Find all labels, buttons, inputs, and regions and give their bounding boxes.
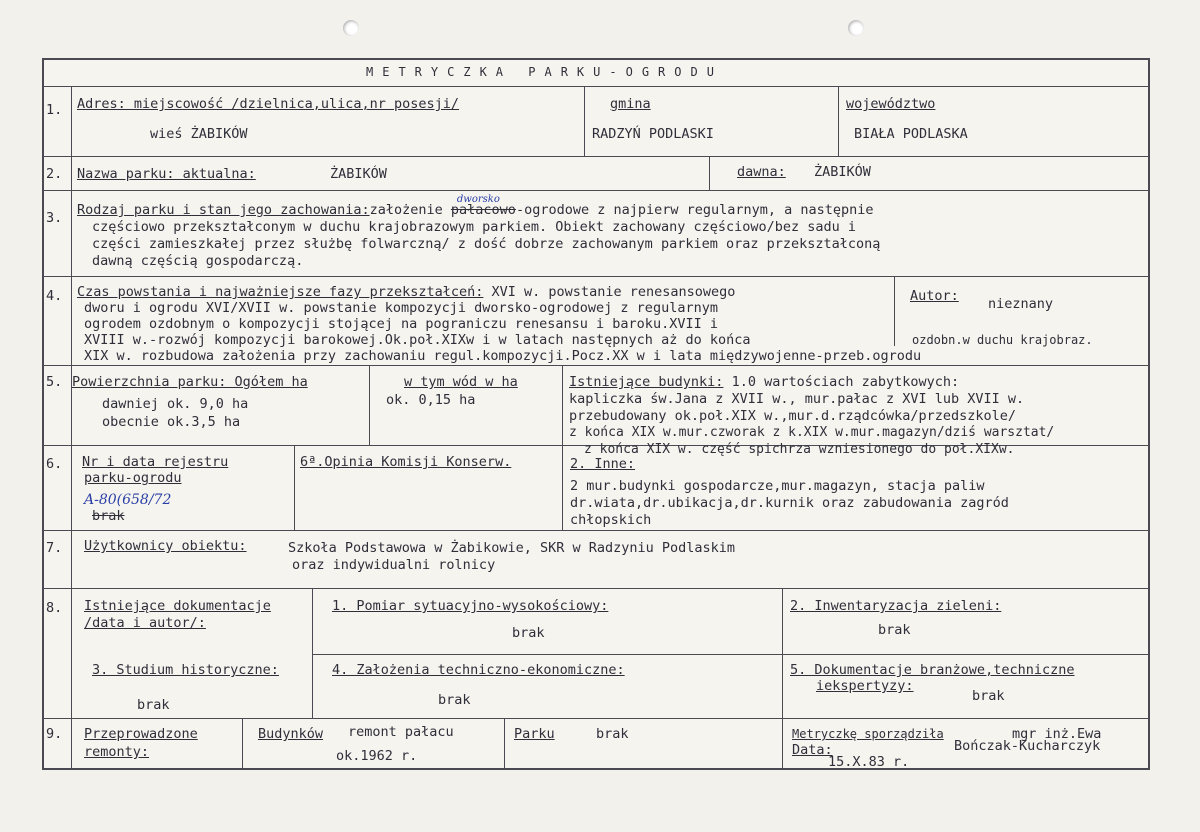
punch-hole xyxy=(343,20,359,36)
historical-study-value: brak xyxy=(137,697,170,713)
row-number: 6. xyxy=(46,456,63,472)
buildings-line-5: z końca XIX w. część spichrza wzniesionego do poł.XIXw. xyxy=(584,442,1015,457)
buildings-label: Istniejące budynki: xyxy=(569,374,724,390)
other-buildings-line-3: chłopskich xyxy=(570,512,652,528)
survey-value: brak xyxy=(512,625,545,641)
other-buildings-label: 2. Inne: xyxy=(570,456,636,472)
buildings-line-1: Istniejące budynki: 1.0 wartościach zabytkowych: xyxy=(569,374,960,390)
docs-label: Istniejące dokumentacje xyxy=(84,598,271,614)
greenery-label: 2. Inwentaryzacja zieleni: xyxy=(790,598,1002,614)
park-renov-label: Parku xyxy=(514,726,555,742)
history-line-4: XVIII w.-rozwój kompozycji barokowej.Ok.poł.XIXw i w latach następnych aż do końca xyxy=(84,332,751,348)
voivodeship-value: BIAŁA PODLASKA xyxy=(854,126,968,142)
sector-docs-label-2: iekspertyzy: xyxy=(816,678,914,694)
date-value: 15.X.83 r. xyxy=(828,754,910,770)
gmina-value: RADZYŃ PODLASKI xyxy=(592,126,714,142)
park-type-label: Rodzaj parku i stan jego zachowania: xyxy=(77,202,370,218)
buildings-renov-label: Budynków xyxy=(258,726,324,742)
park-type-line-1: Rodzaj parku i stan jego zachowania:założenie dworsko pałacowo-ogrodowe z najpierw regularnym, a następnie xyxy=(77,194,874,218)
row-number: 5. xyxy=(46,374,63,390)
water-value: ok. 0,15 ha xyxy=(386,392,476,408)
punch-hole xyxy=(848,20,864,36)
park-record-card xyxy=(42,58,1150,770)
history-line-3: ogrodem ozdobnym o kompozycji stojącej na pograniczu renesansu i baroku.XVII i xyxy=(84,316,718,332)
survey-label: 1. Pomiar sytuacyjno-wysokościowy: xyxy=(332,598,609,614)
park-type-line-3: części zamieszkałej przez służbę folwarczną/ z dość dobrze zachowanym parkiem oraz przekształconą xyxy=(92,236,881,252)
park-name-label: Nazwa parku: aktualna: xyxy=(77,166,256,182)
prepared-by-name-2: Bończak-Kucharczyk xyxy=(954,738,1101,754)
park-name-old: ŻABIKÓW xyxy=(814,164,871,180)
card-title: METRYCZKA PARKU-OGRODU xyxy=(366,65,723,79)
row-number: 4. xyxy=(46,288,63,304)
row-number: 3. xyxy=(46,210,63,226)
buildings-renov-line-1: remont pałacu xyxy=(348,724,454,740)
renovations-label-2: remonty: xyxy=(84,744,150,760)
sector-docs-value: brak xyxy=(972,688,1005,704)
voivodeship-label: województwo xyxy=(846,96,936,112)
buildings-line-3: przebudowany ok.poł.XIX w.,mur.d.rządcówka/przedszkole/ xyxy=(569,408,1017,424)
row-number: 9. xyxy=(46,726,63,742)
users-line-2: oraz indywidualni rolnicy xyxy=(292,557,496,573)
park-name-current: ŻABIKÓW xyxy=(330,166,387,182)
buildings-renov-line-2: ok.1962 r. xyxy=(336,748,418,764)
renovations-label: Przeprowadzone xyxy=(84,726,198,742)
buildings-line-2: kapliczka św.Jana z XVII w., mur.pałac z XVI lub XVII w. xyxy=(569,391,1025,407)
buildings-line-4: z końca XIX w.mur.czworak z k.XIX w.mur.magazyn/dziś warsztat/ xyxy=(569,425,1055,440)
prepared-by-name-1: mgr inż.Ewa xyxy=(1012,726,1102,742)
date-label: Data: xyxy=(792,742,833,758)
gmina-label: gmina xyxy=(610,96,651,112)
greenery-value: brak xyxy=(878,622,911,638)
row-number: 2. xyxy=(46,166,63,182)
park-renov-value: brak xyxy=(596,726,629,742)
users-line-1: Szkoła Podstawowa w Żabikowie, SKR w Radzyniu Podlaskim xyxy=(288,540,736,556)
struck-text: pałacowo xyxy=(450,202,516,218)
historical-study-label: 3. Studium historyczne: xyxy=(92,662,279,678)
author-value: nieznany xyxy=(988,296,1054,312)
park-type-line-2: częściowo przekształconym w duchu krajobrazowym parkiem. Obiekt zachowany częściowo/bez sadu i xyxy=(92,219,857,235)
prepared-by-label: Metryczkę sporządziła xyxy=(792,727,944,741)
users-label: Użytkownicy obiektu: xyxy=(84,538,247,554)
area-former: dawniej ok. 9,0 ha xyxy=(102,396,249,412)
docs-label-2: /data i autor/: xyxy=(84,615,206,631)
area-now: obecnie ok.3,5 ha xyxy=(102,414,241,430)
history-line-5: XIX w. rozbudowa założenia przy zachowaniu regul.kompozycji.Pocz.XX w i lata międzywojenne-przeb.ogrodu xyxy=(84,348,922,364)
address-value: wieś ŻABIKÓW xyxy=(150,126,248,142)
history-line-6: ozdobn.w duchu krajobraz. xyxy=(912,333,1093,347)
technical-assumptions-value: brak xyxy=(438,692,471,708)
other-buildings-line-2: dr.wiata,dr.ubikacja,dr.kurnik oraz zabudowania zagród xyxy=(570,495,1009,511)
register-struck: brak xyxy=(92,508,125,524)
handwritten-correction: dworsko xyxy=(456,194,500,205)
park-type-line-4: dawną częścią gospodarczą. xyxy=(92,253,304,269)
sector-docs-label: 5. Dokumentacje branżowe,techniczne xyxy=(790,662,1075,678)
register-label-2: parku-ogrodu xyxy=(84,470,182,486)
history-line-2: dworu i ogrodu XVI/XVII w. powstanie kompozycji dworsko-ogrodowej z regularnym xyxy=(84,300,718,316)
author-label: Autor: xyxy=(910,288,959,304)
park-name-old-label: dawna: xyxy=(737,164,786,180)
row-number: 1. xyxy=(46,102,63,118)
register-number-handwritten: A-80(658/72 xyxy=(84,492,172,508)
area-label: Powierzchnia parku: Ogółem ha xyxy=(72,374,308,390)
address-label: Adres: miejscowość /dzielnica,ulica,nr posesji/ xyxy=(77,96,460,112)
history-line-1: Czas powstania i najważniejsze fazy przekształceń: XVI w. powstanie renesansowego xyxy=(77,284,736,300)
register-label: Nr i data rejestru xyxy=(82,454,229,470)
row-number: 7. xyxy=(46,540,63,556)
row-number: 8. xyxy=(46,600,63,616)
history-label: Czas powstania i najważniejsze fazy przekształceń: xyxy=(77,284,484,300)
technical-assumptions-label: 4. Założenia techniczno-ekonomiczne: xyxy=(332,662,625,678)
opinion-label: 6ª.Opinia Komisji Konserw. xyxy=(300,454,512,470)
other-buildings-line-1: 2 mur.budynki gospodarcze,mur.magazyn, stacja paliw xyxy=(570,478,985,494)
water-label: w tym wód w ha xyxy=(404,374,518,390)
